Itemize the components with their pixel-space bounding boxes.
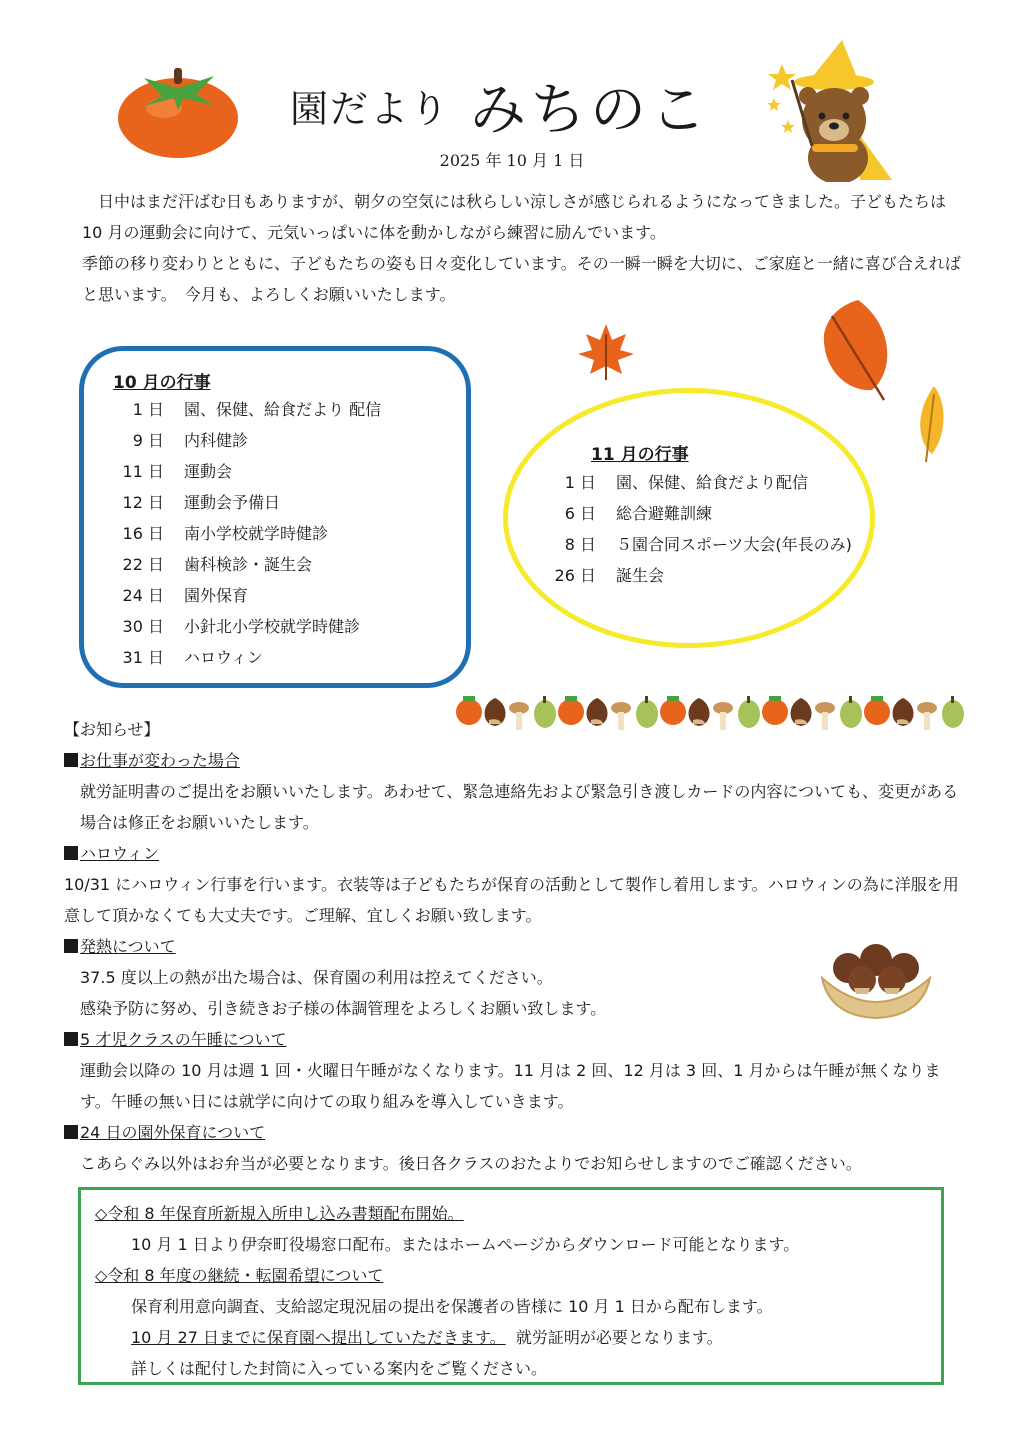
enrollment-info-box (78, 1187, 944, 1385)
event-day: 12 日 (122, 493, 164, 512)
section-heading (64, 1024, 964, 1055)
event-name: 園外保育 (184, 586, 249, 605)
event-name: 歯科検診・誕生会 (184, 555, 313, 574)
event-day: 1 日 (132, 400, 164, 419)
newsletter-title: みちのこ (470, 78, 710, 143)
event-row (108, 393, 381, 424)
october-events-title: 10 月の行事 (113, 373, 211, 393)
event-day: 8 日 (564, 535, 596, 554)
persimmon-icon (114, 60, 242, 160)
event-name: 園、保健、給食だより配信 (616, 473, 809, 492)
event-day: 22 日 (122, 555, 164, 574)
event-row (108, 548, 381, 579)
event-name: 小針北小学校就学時健診 (184, 617, 361, 636)
section-text: 運動会以降の 10 月は週 1 回・火曜日午睡がなくなります。11 月は 2 回、12 月は 3 回、1 月からは午睡が無くなります。午睡の無い日には就学に向けての取り組みを導入していきます。 (80, 1061, 941, 1111)
section-text: こあらぐみ以外はお弁当が必要となります。後日各クラスのおたよりでお知らせしますのでご確認ください。 (80, 1154, 862, 1173)
event-name: ５園合同スポーツ大会(年長のみ) (616, 535, 852, 554)
event-name: 内科健診 (184, 431, 249, 450)
event-row (108, 424, 381, 455)
event-day: 31 日 (122, 648, 164, 667)
event-row (108, 455, 381, 486)
event-row (108, 610, 381, 641)
event-row (544, 559, 852, 590)
event-name: 運動会 (184, 462, 233, 481)
section-title: 発熱について (80, 937, 176, 956)
section-title: 5 才児クラスの午睡について (80, 1030, 287, 1049)
square-bullet-icon (64, 1125, 78, 1139)
autumn-leaf-icon (910, 384, 950, 464)
event-row (544, 528, 852, 559)
autumn-leaf-icon (818, 296, 898, 404)
event-row (108, 486, 381, 517)
section-text: 感染予防に努め、引き続きお子様の体調管理をよろしくお願い致します。 (80, 999, 607, 1018)
enrollment-item-title: ◇令和 8 年保育所新規入所申し込み書類配布開始。 (95, 1204, 464, 1223)
event-row (108, 641, 381, 672)
event-day: 11 日 (122, 462, 164, 481)
section-heading (64, 931, 964, 962)
square-bullet-icon (64, 1032, 78, 1046)
enrollment-item-text: 就労証明が必要となります。 (515, 1328, 723, 1347)
section-title: 24 日の園外保育について (80, 1123, 266, 1142)
event-name: 運動会予備日 (184, 493, 281, 512)
section-heading (64, 1117, 964, 1148)
square-bullet-icon (64, 939, 78, 953)
section-text: 37.5 度以上の熱が出た場合は、保育園の利用は控えてください。 (80, 968, 553, 987)
enrollment-item-title: ◇令和 8 年度の継続・転園希望について (95, 1266, 384, 1285)
enrollment-item-text: 10 月 1 日より伊奈町役場窓口配布。またはホームページからダウンロード可能となります。 (131, 1235, 800, 1254)
event-name: 南小学校就学時健診 (184, 524, 329, 543)
october-events-list (108, 393, 381, 672)
enrollment-item-text: 保育利用意向調査、支給認定現況届の提出を保護者の皆様に 10 月 1 日から配布します。 (131, 1297, 773, 1316)
issue-date: 2025 年 10 月 1 日 (439, 151, 585, 170)
deadline-text: 10 月 27 日までに保育園へ提出していただきます。 (131, 1328, 506, 1347)
event-name: 総合避難訓練 (616, 504, 713, 523)
square-bullet-icon (64, 753, 78, 767)
section-text: 就労証明書のご提出をお願いいたします。あわせて、緊急連絡先および緊急引き渡しカードの内容についても、変更がある場合は修正をお願いいたします。 (80, 782, 959, 832)
enrollment-item-text: 詳しくは配付した封筒に入っている案内をご覧ください。 (131, 1359, 548, 1378)
november-events-title: 11 月の行事 (591, 445, 689, 465)
intro-line-1: 日中はまだ汗ばむ日もありますが、朝夕の空気には秋らしい涼しさが感じられるようになってきました。子どもたちは 10 月の運動会に向けて、元気いっぱいに体を動かしながら練習に励んでいます。 (82, 192, 947, 242)
intro-line-2: 季節の移り変わりとともに、子どもたちの姿も日々変化しています。その一瞬一瞬を大切に、ご家庭と一緒に喜び合えればと思います。 今月も、よろしくお願いいたします。 (82, 254, 961, 304)
event-row (544, 466, 852, 497)
newsletter-label: 園だより (290, 87, 451, 131)
event-name: 園、保健、給食だより 配信 (184, 400, 382, 419)
section-title: お仕事が変わった場合 (80, 751, 240, 770)
event-day: 24 日 (122, 586, 164, 605)
section-heading (64, 838, 964, 869)
event-row (544, 497, 852, 528)
event-day: 16 日 (122, 524, 164, 543)
event-row (108, 517, 381, 548)
square-bullet-icon (64, 846, 78, 860)
event-day: 6 日 (564, 504, 596, 523)
event-name: ハロウィン (184, 648, 264, 667)
event-day: 9 日 (132, 431, 164, 450)
intro-paragraph (82, 186, 964, 310)
autumn-leaf-icon (576, 320, 636, 382)
notices-heading: 【お知らせ】 (64, 720, 160, 739)
section-heading (64, 745, 964, 776)
notices-section (64, 714, 964, 1179)
event-day: 1 日 (564, 473, 596, 492)
november-events-list (544, 466, 852, 590)
section-title: ハロウィン (80, 844, 160, 863)
event-row (108, 579, 381, 610)
section-text: 10/31 にハロウィン行事を行います。衣装等は子どもたちが保育の活動として製作し着用します。ハロウィンの為に洋服を用意して頂かなくても大丈夫です。ご理解、宜しくお願い致します。 (64, 875, 959, 925)
event-name: 誕生会 (616, 566, 665, 585)
event-day: 30 日 (122, 617, 164, 636)
event-day: 26 日 (554, 566, 596, 585)
